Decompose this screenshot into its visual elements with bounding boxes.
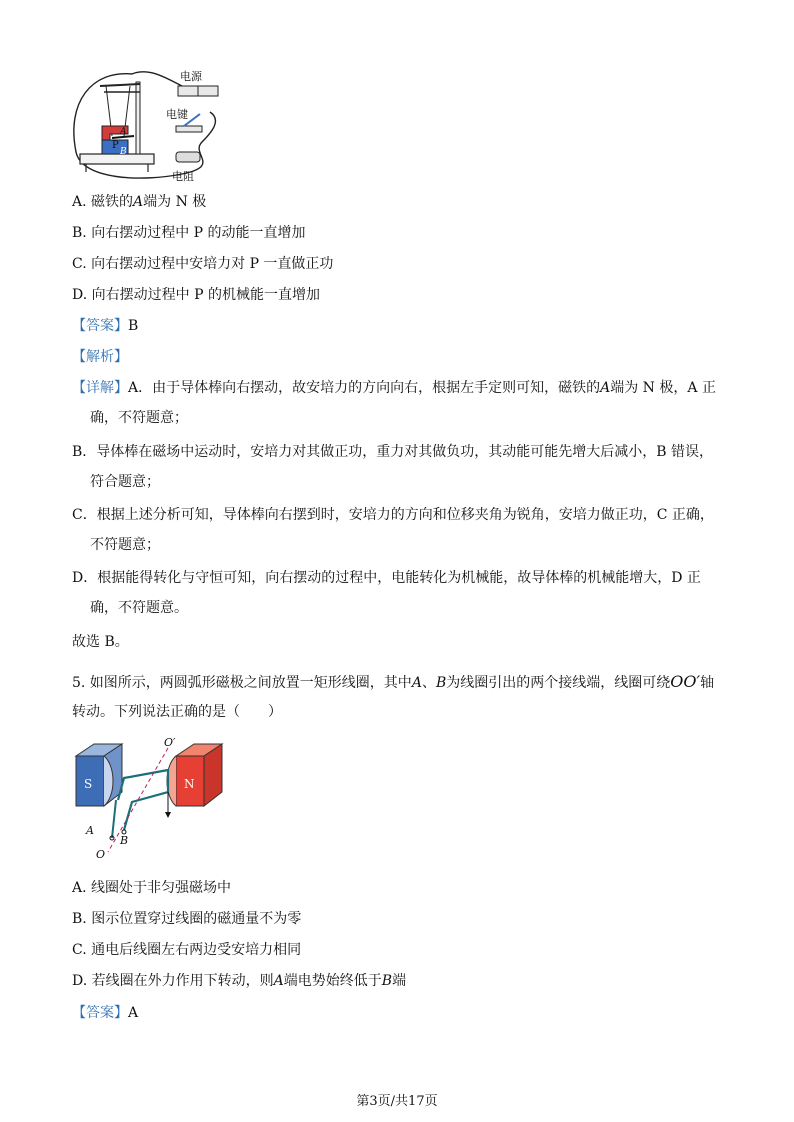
page-footer: 第3页/共17页 <box>356 1094 438 1109</box>
q4-detail-c-line1: C．根据上述分析可知，导体棒向右摆到时，安培力的方向和位移夹角为锐角，安培力做正功，C 正确， <box>72 507 714 523</box>
q4-detail-b-line1: B．导体棒在磁场中运动时，安培力对其做正功，重力对其做负功，其动能可能先增大后减小，B 错误， <box>72 444 714 460</box>
q4-option-b: B. 向右摆动过程中 P 的动能一直增加 <box>72 225 306 241</box>
q4-conclusion: 故选 B。 <box>72 634 129 650</box>
q4-option-d: D. 向右摆动过程中 P 的机械能一直增加 <box>72 287 320 303</box>
q4-detail-d-line1: D．根据能得转化与守恒可知，向右摆动的过程中，电能转化为机械能，故导体棒的机械能增大，D 正 <box>72 570 701 586</box>
label-O-top: O′ <box>164 736 176 749</box>
label-O-bottom: O <box>96 848 106 861</box>
label-resistor: 电阻 <box>172 170 194 183</box>
q4-detail-b-line2: 符合题意； <box>90 474 160 490</box>
q4-option-c: C. 向右摆动过程中安培力对 P 一直做正功 <box>72 256 334 272</box>
label-switch: 电键 <box>166 108 188 121</box>
label-A: A <box>86 824 94 837</box>
stand-pole <box>136 82 140 154</box>
q4-detail-a-line1: 【详解】A．由于导体棒向右摆动，故安培力的方向向右，根据左手定则可知，磁铁的A端为 N 极，A 正 <box>72 380 716 396</box>
label-power: 电源 <box>180 70 202 83</box>
q5-stem-line2: 转动。下列说法正确的是（ ） <box>72 704 282 720</box>
figure-coil-magnets <box>72 734 232 864</box>
q4-detail-a-line2: 确，不符题意； <box>90 410 188 426</box>
q4-detail-d-line2: 确，不符题意。 <box>90 600 188 616</box>
q4-analysis-heading: 【解析】 <box>72 349 128 365</box>
q5-option-c: C. 通电后线圈左右两边受安培力相同 <box>72 942 302 958</box>
label-B: B <box>120 834 129 847</box>
label-B: B <box>120 147 127 157</box>
figure-pendulum-circuit <box>72 62 232 186</box>
q4-answer: 【答案】B <box>72 318 139 334</box>
label-A: A <box>120 127 127 137</box>
label-P: P <box>112 140 119 151</box>
switch <box>176 126 202 132</box>
q5-option-b: B. 图示位置穿过线圈的磁通量不为零 <box>72 911 302 927</box>
q5-stem-line1: 5. 如图所示，两圆弧形磁极之间放置一矩形线圈，其中A、B为线圈引出的两个接线端，线圈可绕OO′轴 <box>72 672 715 691</box>
stand-base <box>80 154 154 164</box>
label-S: S <box>84 777 93 791</box>
q5-option-d: D. 若线圈在外力作用下转动，则A端电势始终低于B端 <box>72 973 407 989</box>
label-N: N <box>184 777 195 791</box>
q4-option-a: A. 磁铁的A端为 N 极 <box>72 194 207 210</box>
resistor <box>176 152 200 162</box>
q5-answer: 【答案】A <box>72 1005 139 1021</box>
q5-option-a: A. 线圈处于非匀强磁场中 <box>72 880 232 896</box>
q4-detail-c-line2: 不符题意； <box>90 537 160 553</box>
